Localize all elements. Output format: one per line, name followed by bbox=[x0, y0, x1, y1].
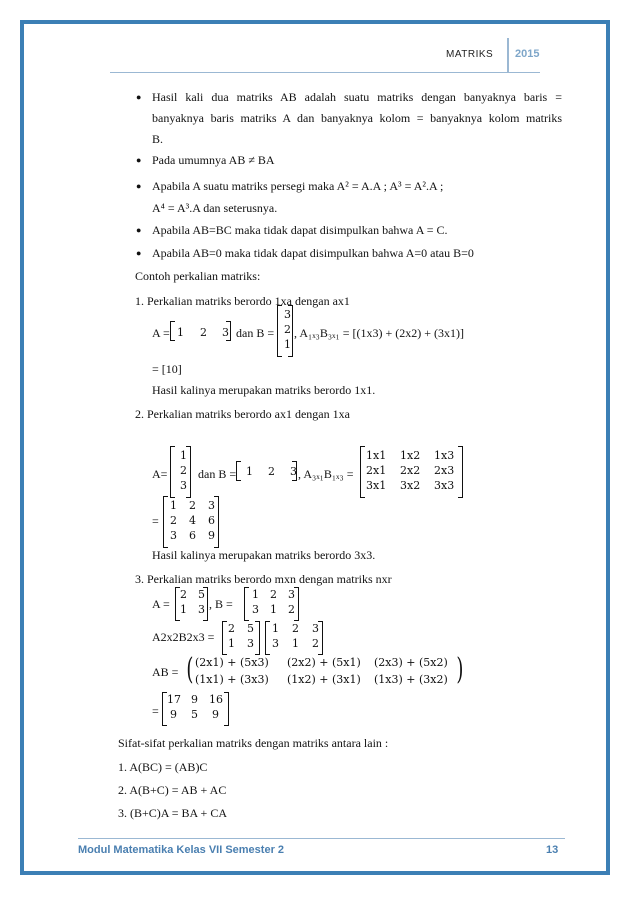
header-year: 2015 bbox=[515, 48, 540, 60]
bracket-right bbox=[203, 587, 208, 621]
bracket-left bbox=[277, 305, 282, 357]
ex3-a2b-label: A2x2B2x3 = bbox=[152, 630, 215, 644]
property-item: 2. A(B+C) = AB + AC bbox=[118, 783, 227, 797]
ex3-ab-label: AB = bbox=[152, 665, 179, 679]
ex3-res-cell: 9 bbox=[170, 708, 177, 721]
ex1-a-cell: 2 bbox=[200, 326, 207, 339]
ex2-prod-cell: 2x1 bbox=[366, 464, 387, 477]
ex1-product: , A₁ₓ₃B₃ₓ₁ = [(1x3) + (2x2) + (3x1)] bbox=[294, 326, 464, 340]
example-2-title: 2. Perkalian matriks berordo ax1 dengan 1xa bbox=[135, 407, 350, 421]
ex3-b2-cell: 3 bbox=[312, 622, 319, 635]
paren-left: ( bbox=[186, 652, 194, 687]
ex3-a2-cell: 3 bbox=[247, 637, 254, 650]
footer-title: Modul Matematika Kelas VII Semester 2 bbox=[78, 844, 285, 856]
ex2-b-cell: 3 bbox=[290, 465, 297, 478]
ex1-b-cell: 1 bbox=[284, 338, 291, 351]
ex2-a-cell: 2 bbox=[180, 464, 187, 477]
ex2-product-label: , A₃ₓ₁B₁ₓ₃ = bbox=[298, 467, 354, 481]
ex2-res-cell: 9 bbox=[208, 529, 215, 542]
ex2-a-cell: 3 bbox=[180, 479, 187, 492]
ex3-b2-cell: 2 bbox=[292, 622, 299, 635]
bracket-right bbox=[294, 587, 299, 621]
bullet-4: Apabila AB=BC maka tidak dapat disimpulkan bahwa A = C. bbox=[152, 223, 448, 237]
ex1-dan-label: dan B = bbox=[236, 326, 275, 340]
ex2-b-cell: 1 bbox=[246, 465, 253, 478]
ex3-res-cell: 5 bbox=[191, 708, 198, 721]
ex3-ab-cell: (2x1) + (5x3) bbox=[195, 656, 269, 669]
ex3-b-cell: 3 bbox=[288, 588, 295, 601]
bullet-2: Pada umumnya AB ≠ BA bbox=[152, 153, 275, 167]
ex2-prod-cell: 2x3 bbox=[434, 464, 455, 477]
ex1-a-cell: 1 bbox=[177, 326, 184, 339]
bracket-left bbox=[360, 446, 365, 498]
ex1-a-cell: 3 bbox=[222, 326, 229, 339]
bullet-3-line-1: Apabila A suatu matriks persegi maka A² = A.A ; A³ = A².A ; bbox=[152, 179, 444, 193]
bullet-icon: ● bbox=[136, 155, 142, 165]
ex3-b-cell: 2 bbox=[288, 603, 295, 616]
ex3-res-cell: 9 bbox=[191, 693, 198, 706]
ex3-ab-cell: (2x2) + (5x1) bbox=[287, 656, 361, 669]
bullet-3-line-2: A⁴ = A³.A dan seterusnya. bbox=[152, 201, 278, 215]
ex2-dan-label: dan B = bbox=[198, 467, 237, 481]
bullet-1-line-1: Hasil kali dua matriks AB adalah suatu matriks dengan banyaknya baris = bbox=[152, 90, 562, 104]
bracket-right bbox=[214, 496, 219, 548]
bracket-left bbox=[222, 621, 227, 655]
bullet-1-line-3: B. bbox=[152, 132, 164, 146]
bracket-right bbox=[224, 692, 229, 726]
example-3-title: 3. Perkalian matriks berordo mxn dengan matriks nxr bbox=[135, 572, 392, 586]
paren-right: ) bbox=[456, 652, 464, 687]
ex2-b-cell: 2 bbox=[268, 465, 275, 478]
ex3-ab-cell: (1x3) + (3x2) bbox=[374, 673, 448, 686]
ex3-ab-cell: (2x3) + (5x2) bbox=[374, 656, 448, 669]
ex2-res-cell: 6 bbox=[189, 529, 196, 542]
bullet-icon: ● bbox=[136, 181, 142, 191]
ex3-ab-cell: (1x1) + (3x3) bbox=[195, 673, 269, 686]
ex2-prod-cell: 3x2 bbox=[400, 479, 421, 492]
examples-heading: Contoh perkalian matriks: bbox=[135, 269, 261, 283]
ex3-a-cell: 2 bbox=[180, 588, 187, 601]
ex3-a2-cell: 5 bbox=[247, 622, 254, 635]
ex3-b2-cell: 3 bbox=[272, 637, 279, 650]
ex3-eq: = bbox=[152, 704, 159, 718]
bullet-icon: ● bbox=[136, 225, 142, 235]
properties-heading: Sifat-sifat perkalian matriks dengan matriks antara lain : bbox=[118, 736, 389, 750]
header-rule bbox=[110, 72, 540, 73]
ex3-a2-cell: 1 bbox=[228, 637, 235, 650]
ex2-a-cell: 1 bbox=[180, 449, 187, 462]
bullet-5: Apabila AB=0 maka tidak dapat disimpulkan bahwa A=0 atau B=0 bbox=[152, 246, 474, 260]
bullet-icon: ● bbox=[136, 248, 142, 258]
ex2-prod-cell: 3x1 bbox=[366, 479, 387, 492]
ex2-prod-cell: 1x3 bbox=[434, 449, 455, 462]
ex3-ab-cell: (1x2) + (3x1) bbox=[287, 673, 361, 686]
ex3-b2-cell: 2 bbox=[312, 637, 319, 650]
ex2-prod-cell: 1x2 bbox=[400, 449, 421, 462]
ex2-prod-cell: 2x2 bbox=[400, 464, 421, 477]
ex1-b-cell: 3 bbox=[284, 308, 291, 321]
ex3-a-label: A = bbox=[152, 597, 170, 611]
ex3-a-cell: 5 bbox=[198, 588, 205, 601]
ex2-prod-cell: 1x1 bbox=[366, 449, 387, 462]
ex3-b-cell: 1 bbox=[270, 603, 277, 616]
ex3-b-cell: 1 bbox=[252, 588, 259, 601]
bracket-left bbox=[170, 321, 175, 341]
ex3-b2-cell: 1 bbox=[272, 622, 279, 635]
bracket-right bbox=[186, 446, 191, 498]
ex3-b-cell: 2 bbox=[270, 588, 277, 601]
ex1-note: Hasil kalinya merupakan matriks berordo 1x1. bbox=[152, 383, 376, 397]
bracket-left bbox=[244, 587, 249, 621]
bracket-left bbox=[163, 496, 168, 548]
ex1-a-label: A = bbox=[152, 326, 170, 340]
bullet-1-line-2: banyaknya baris matriks A dan banyaknya kolom = banyaknya kolom matriks bbox=[152, 111, 562, 125]
ex2-eq: = bbox=[152, 514, 159, 528]
footer-rule bbox=[78, 838, 565, 839]
ex3-res-cell: 9 bbox=[212, 708, 219, 721]
header-title: MATRIKS bbox=[446, 49, 494, 60]
header-separator bbox=[507, 38, 509, 72]
ex3-b2-cell: 1 bbox=[292, 637, 299, 650]
property-item: 3. (B+C)A = BA + CA bbox=[118, 806, 227, 820]
ex2-res-cell: 3 bbox=[208, 499, 215, 512]
ex1-result: = [10] bbox=[152, 362, 182, 376]
bracket-left bbox=[236, 461, 241, 481]
ex3-res-cell: 16 bbox=[209, 693, 223, 706]
ex3-b-label: , B = bbox=[209, 597, 233, 611]
ex2-note: Hasil kalinya merupakan matriks berordo 3x3. bbox=[152, 548, 376, 562]
bracket-left bbox=[170, 446, 175, 498]
ex2-res-cell: 4 bbox=[189, 514, 196, 527]
ex2-res-cell: 1 bbox=[170, 499, 177, 512]
ex2-res-cell: 2 bbox=[170, 514, 177, 527]
bracket-left bbox=[265, 621, 270, 655]
ex2-prod-cell: 3x3 bbox=[434, 479, 455, 492]
ex2-res-cell: 6 bbox=[208, 514, 215, 527]
ex3-b-cell: 3 bbox=[252, 603, 259, 616]
bracket-right bbox=[318, 621, 323, 655]
ex3-a-cell: 3 bbox=[198, 603, 205, 616]
bullet-icon: ● bbox=[136, 92, 142, 102]
bracket-right bbox=[292, 461, 297, 481]
page-number: 13 bbox=[546, 844, 559, 856]
bracket-right bbox=[458, 446, 463, 498]
ex3-a-cell: 1 bbox=[180, 603, 187, 616]
bracket-right bbox=[226, 321, 231, 341]
ex2-res-cell: 3 bbox=[170, 529, 177, 542]
bracket-right bbox=[255, 621, 260, 655]
ex3-res-cell: 17 bbox=[167, 693, 181, 706]
ex2-a-label: A= bbox=[152, 467, 168, 481]
ex3-a2-cell: 2 bbox=[228, 622, 235, 635]
bracket-right bbox=[288, 305, 293, 357]
ex2-res-cell: 2 bbox=[189, 499, 196, 512]
ex1-b-cell: 2 bbox=[284, 323, 291, 336]
property-item: 1. A(BC) = (AB)C bbox=[118, 760, 208, 774]
example-1-title: 1. Perkalian matriks berordo 1xa dengan ax1 bbox=[135, 294, 350, 308]
